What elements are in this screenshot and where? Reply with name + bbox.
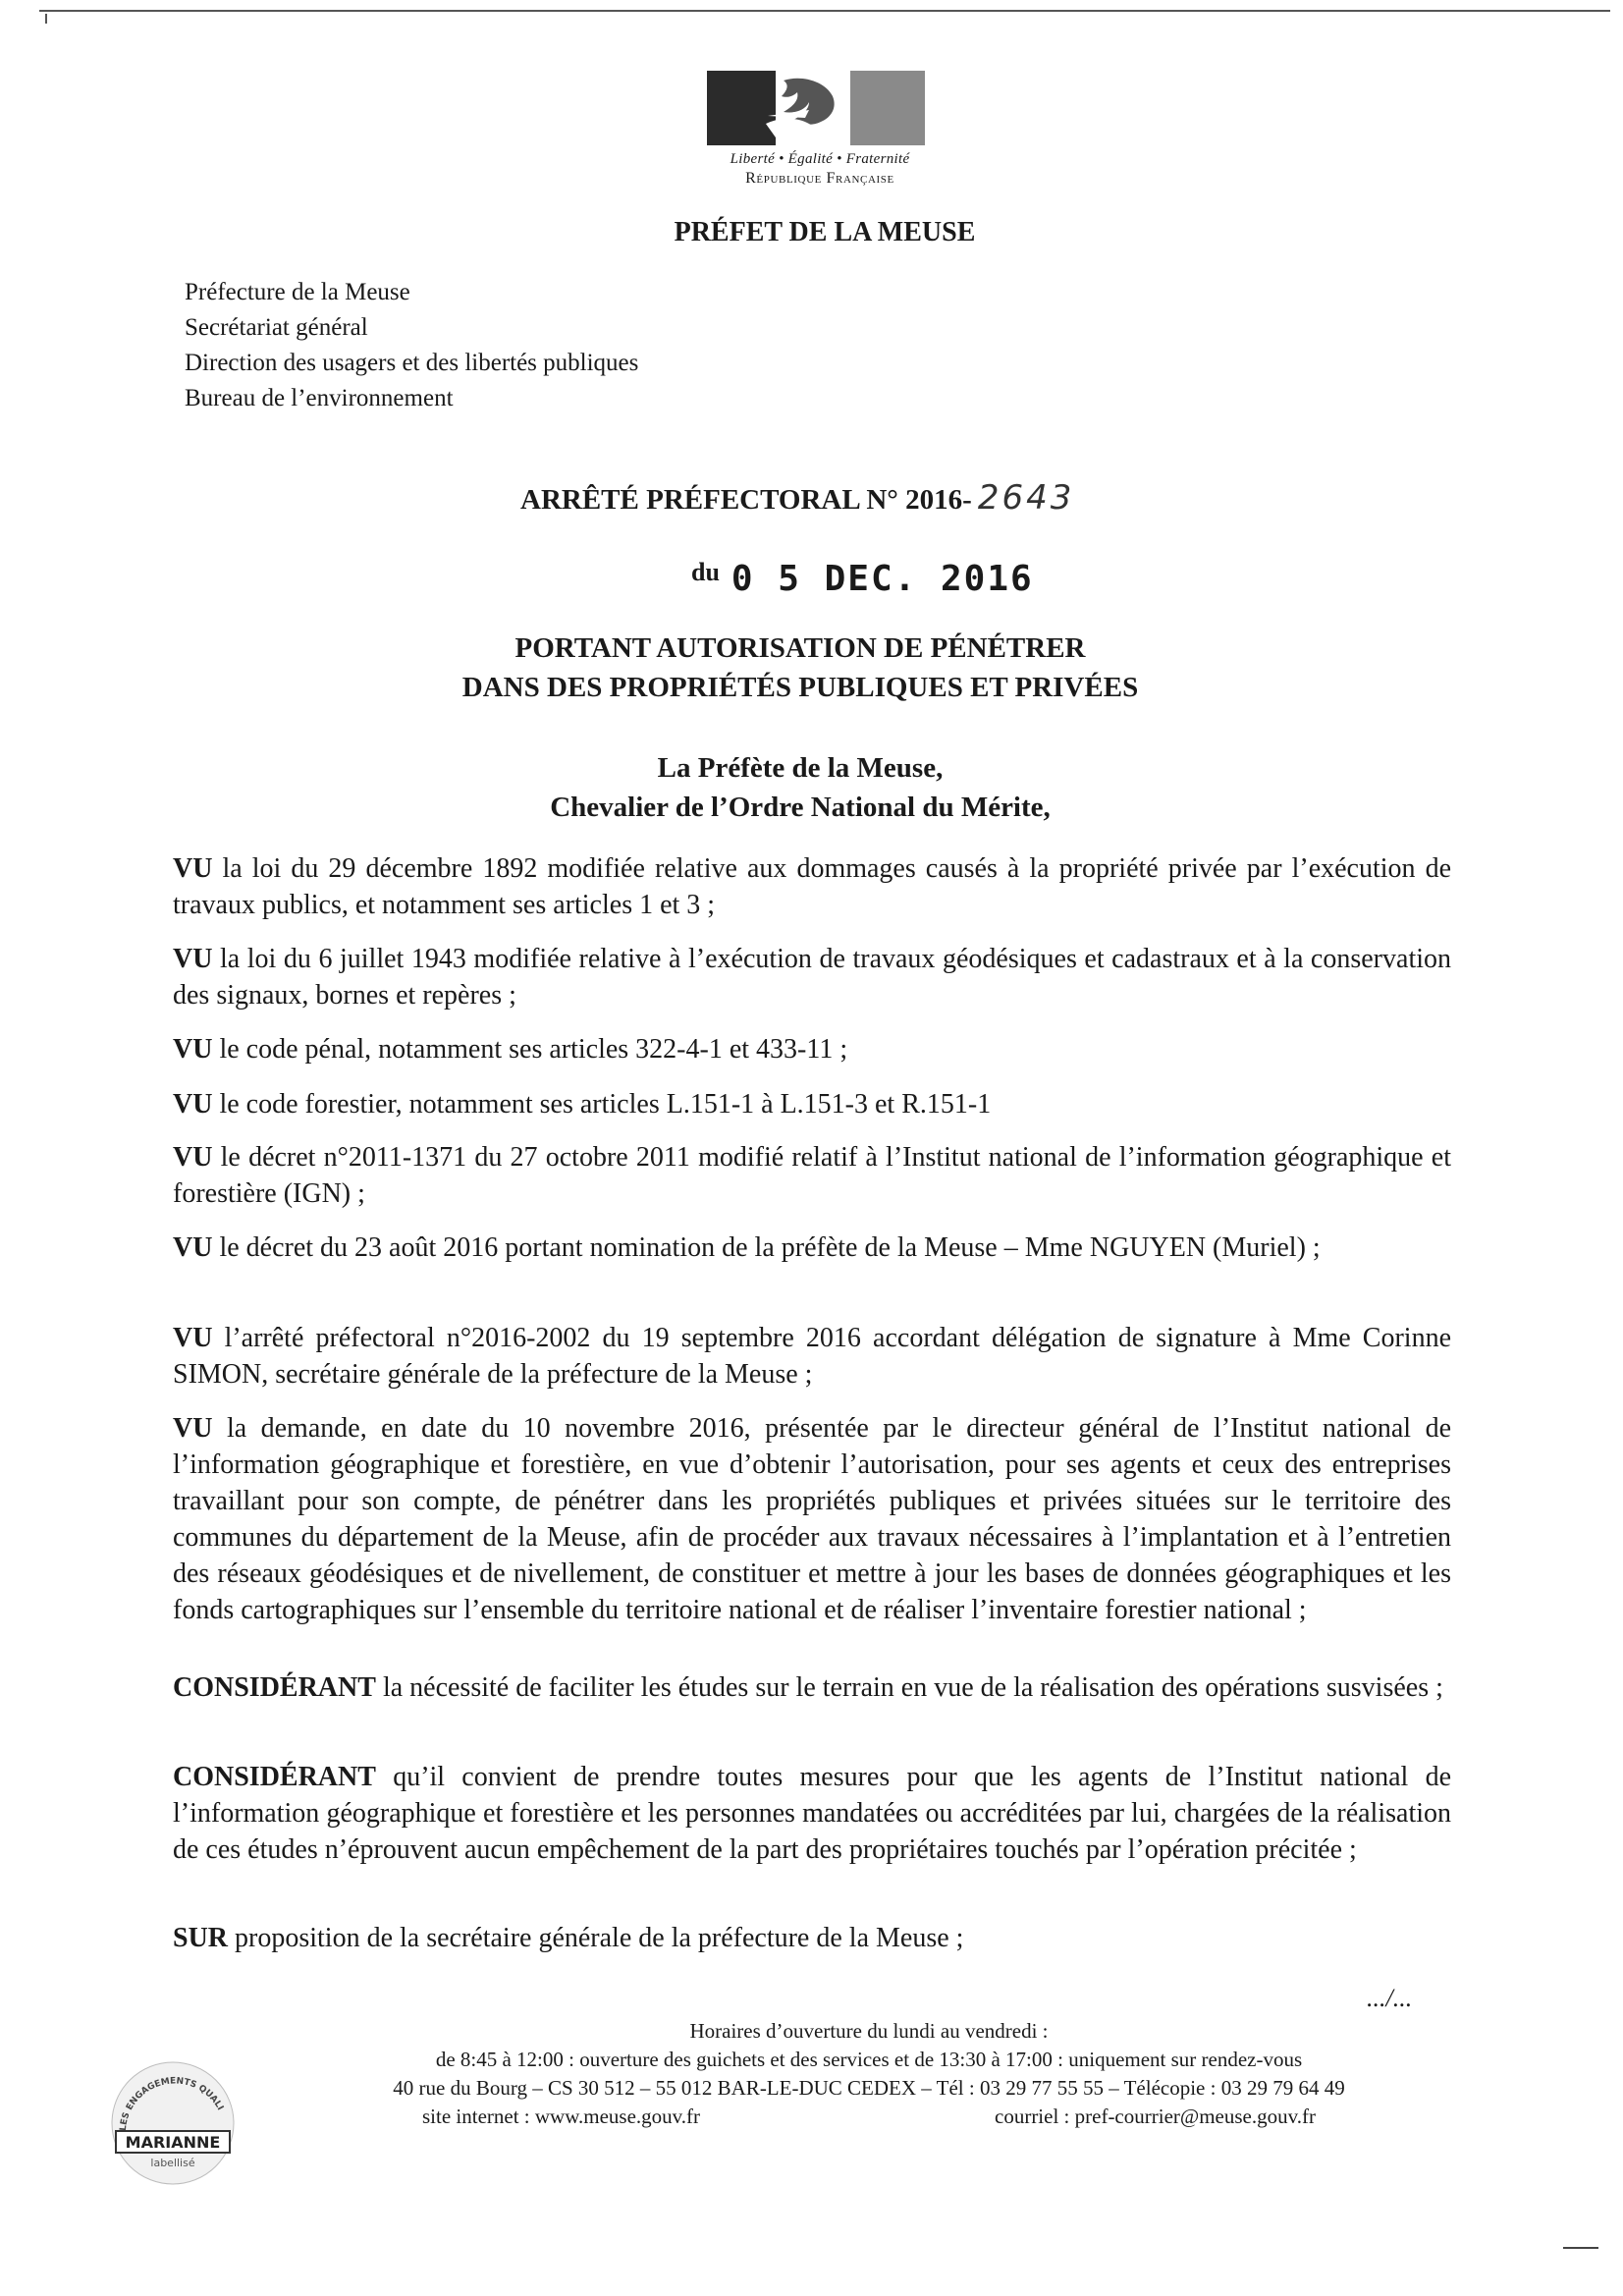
clause-text: la demande, en date du 10 novembre 2016, présentée par le directeur général de l’Institut national de l’information géographique et forestière, en vue d’obtenir l’autorisation, pour ses agents et ceux des entreprises travaillant pour son compte, de pénétrer dans les propriétés publiques et privées situées sur le territoire des communes du département de la Meuse, afin de procéder aux travaux nécessaires à l’implantation et à l’entretien des réseaux géodésiques et de nivellement, de constituer et mettre à jour les bases de données géographiques et les fonds cartographiques sur l’ensemble du territoire national et de réaliser l’inventaire forestier national ;	[173, 1413, 1452, 1625]
republique-francaise-label: République Française	[745, 170, 894, 187]
footer-website: site internet : www.meuse.gouv.fr	[422, 2105, 701, 2128]
authority-line-2: Chevalier de l’Ordre National du Mérite,	[550, 792, 1051, 823]
arrete-heading	[520, 478, 1074, 518]
clause-text: qu’il convient de prendre toutes mesures pour que les agents de l’Institut national de l’information géographique et forestière et les personnes mandatées ou accréditées par lui, chargées de la réalisation de ces études n’éprouvent aucun empêchement de la part des propriétaires touchés par l’opération précitée ;	[173, 1762, 1452, 1865]
marianne-quality-seal	[104, 2054, 242, 2192]
subject-heading	[295, 629, 1306, 707]
clause-text: le code forestier, notamment ses articles L.151-1 à L.151-3 et R.151-1	[219, 1089, 992, 1120]
footer-email: courriel : pref-courrier@meuse.gouv.fr	[995, 2105, 1316, 2128]
clause-text: proposition de la secrétaire générale de la préfecture de la Meuse ;	[235, 1923, 964, 1953]
authority-line-1: La Préfète de la Meuse,	[657, 752, 944, 784]
footer-contact-row	[265, 2103, 1473, 2131]
service-line: Bureau de l’environnement	[185, 385, 454, 411]
subject-line-1: PORTANT AUTORISATION DE PÉNÉTRER	[514, 632, 1086, 664]
clause-keyword: VU	[173, 1232, 213, 1263]
marianne-logo-icon	[707, 67, 933, 149]
scan-tick-mark	[45, 14, 47, 24]
clause	[173, 850, 1451, 923]
date-stamp: 0 5 DEC. 2016	[730, 559, 1034, 599]
scan-edge-mark	[1563, 2247, 1598, 2249]
clause-text: la loi du 6 juillet 1943 modifiée relative à l’exécution de travaux géodésiques et cadastraux et à la conservation des signaux, bornes et repères ;	[173, 944, 1451, 1011]
date-line	[691, 558, 1034, 599]
clause-text: le code pénal, notamment ses articles 322-4-1 et 433-11 ;	[219, 1034, 848, 1065]
prefet-heading: PRÉFET DE LA MEUSE	[674, 217, 976, 247]
clause	[173, 1230, 1451, 1266]
handwritten-arrete-number: 2643	[977, 478, 1075, 518]
continuation-mark: .../...	[1367, 1984, 1413, 2012]
clause-text: la nécessité de faciliter les études sur le terrain en vue de la réalisation des opérations susvisées ;	[382, 1672, 1443, 1703]
seal-icon	[104, 2054, 242, 2192]
service-line: Direction des usagers et des libertés publiques	[185, 350, 639, 376]
clause	[173, 1320, 1451, 1393]
clause	[173, 1669, 1451, 1706]
clause	[173, 1920, 1451, 1956]
clause	[173, 1086, 1451, 1122]
services-block	[185, 275, 638, 416]
service-line: Préfecture de la Meuse	[185, 279, 410, 305]
clause	[173, 1139, 1451, 1212]
seal-label: MARIANNE	[125, 2133, 221, 2152]
clause	[173, 941, 1451, 1013]
republique-logo-block	[687, 67, 952, 188]
republique-motto: Liberté • Égalité • Fraternité	[730, 151, 910, 167]
clause-keyword: VU	[173, 853, 213, 884]
clause-text: le décret du 23 août 2016 portant nomination de la préfète de la Meuse – Mme NGUYEN (Muriel) ;	[219, 1232, 1321, 1263]
footer-block	[265, 2017, 1473, 2131]
footer-address: 40 rue du Bourg – CS 30 512 – 55 012 BAR-LE-DUC CEDEX – Tél : 03 29 77 55 55 – Télécopie : 03 29 79 64 49	[393, 2076, 1345, 2100]
clause	[173, 1759, 1451, 1868]
clause-keyword: VU	[173, 1323, 213, 1353]
clause-keyword: VU	[173, 1142, 213, 1173]
clause-text: l’arrêté préfectoral n°2016-2002 du 19 septembre 2016 accordant délégation de signature à Mme Corinne SIMON, secrétaire générale de la préfecture de la Meuse ;	[173, 1323, 1451, 1390]
clause-keyword: CONSIDÉRANT	[173, 1672, 376, 1703]
seal-arc-text: LES ENGAGEMENTS QUALI	[118, 2076, 225, 2132]
clause-keyword: VU	[173, 1089, 213, 1120]
footer-hours-title: Horaires d’ouverture du lundi au vendredi :	[689, 2019, 1049, 2043]
clause-keyword: VU	[173, 1034, 213, 1065]
clause-keyword: SUR	[173, 1923, 229, 1953]
scan-border-line	[39, 10, 1610, 12]
clause-keyword: VU	[173, 1413, 213, 1444]
clause	[173, 1031, 1451, 1067]
arrete-title-text: ARRÊTÉ PRÉFECTORAL N° 2016-	[520, 484, 972, 516]
service-line: Secrétariat général	[185, 314, 368, 341]
clause-text: le décret n°2011-1371 du 27 octobre 2011 modifié relatif à l’Institut national de l’information géographique et forestière (IGN) ;	[173, 1142, 1451, 1209]
authority-block	[295, 748, 1306, 827]
subject-line-2: DANS DES PROPRIÉTÉS PUBLIQUES ET PRIVÉES	[461, 672, 1139, 703]
clause	[173, 1410, 1451, 1628]
footer-hours: de 8:45 à 12:00 : ouverture des guichets et des services et de 13:30 à 17:00 : uniquement sur rendez-vous	[435, 2048, 1303, 2071]
clause-text: la loi du 29 décembre 1892 modifiée relative aux dommages causés à la propriété privée par l’exécution de travaux publics, et notamment ses articles 1 et 3 ;	[173, 853, 1452, 920]
seal-sub: labellisé	[150, 2157, 195, 2169]
clause-keyword: VU	[173, 944, 213, 974]
date-prefix: du	[691, 558, 720, 586]
clause-keyword: CONSIDÉRANT	[173, 1762, 376, 1792]
